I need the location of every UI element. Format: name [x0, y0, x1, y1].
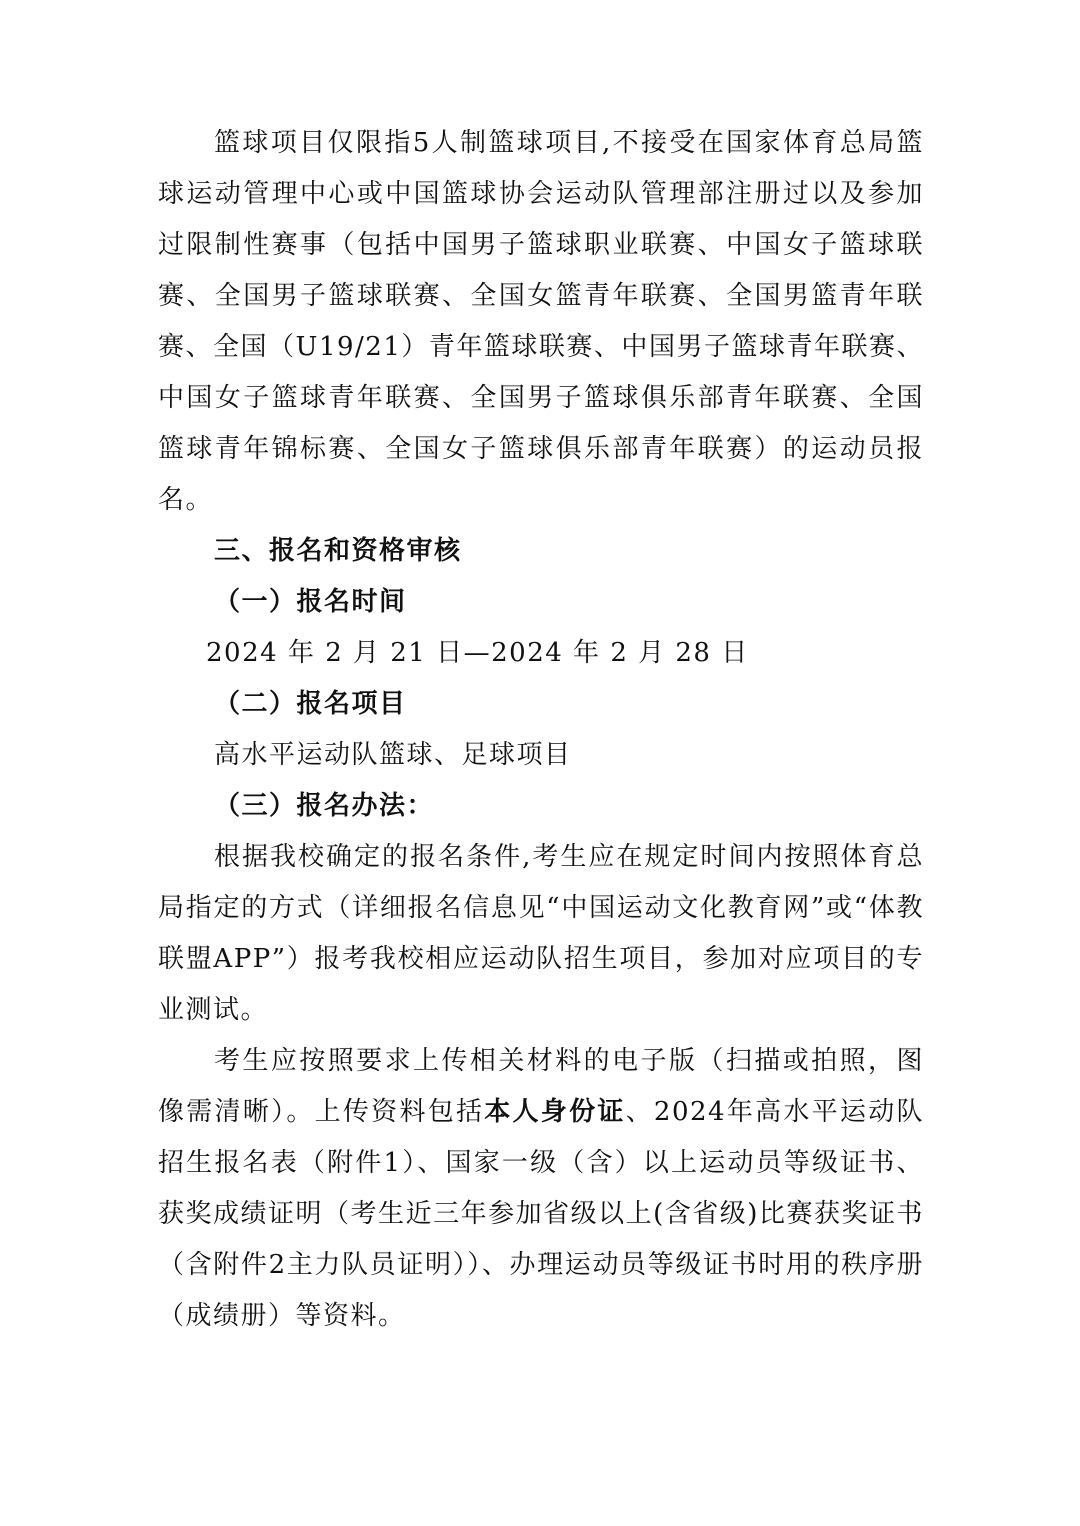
basketball-eligibility-paragraph: 篮球项目仅限指5人制篮球项目,不接受在国家体育总局篮球运动管理中心或中国篮球协会运动队管理部注册过以及参加过限制性赛事（包括中国男子篮球职业联赛、中国女子篮球联赛、全国男子篮球联赛、全国女篮青年联赛、全国男篮青年联赛、全国（U19/21）青年篮球联赛、中国男子篮球青年联赛、中国女子篮球青年联赛、全国男子篮球俱乐部青年联赛、全国篮球青年锦标赛、全国女子篮球俱乐部青年联赛）的运动员报名。	[158, 128, 924, 515]
registration-time-text: 2024 年 2 月 21 日—2024 年 2 月 28 日	[206, 638, 749, 668]
section-heading-registration-review: 三、报名和资格审核	[214, 536, 462, 566]
upload-materials-text-end: 、2024年高水平运动队招生报名表（附件1）、国家一级（含）以上运动员等级证书、获奖成绩证明（考生近三年参加省级以上(含省级)比赛获奖证书（含附件2主力队员证明））、办理运动员等级证书时用的秩序册（成绩册）等资料。	[158, 1097, 924, 1331]
id-card-emphasis: 本人身份证	[484, 1097, 626, 1127]
registration-items-text: 高水平运动队篮球、足球项目	[214, 740, 572, 770]
subheading-registration-time: （一）报名时间	[214, 587, 407, 617]
upload-materials-text-start: 考生应按照要求上传相关材料的电子版（扫描或拍照，图像需清晰）。上传资料包括	[158, 1046, 924, 1127]
registration-method-paragraph: 根据我校确定的报名条件,考生应在规定时间内按照体育总局指定的方式（详细报名信息见“中国运动文化教育网”或“体教联盟APP”）报考我校相应运动队招生项目，参加对应项目的专业测试。	[158, 842, 924, 1025]
subheading-registration-method: （三）报名办法：	[214, 791, 435, 821]
document-body	[158, 118, 924, 1342]
upload-materials-paragraph	[158, 1036, 924, 1342]
subheading-registration-items: （二）报名项目	[214, 689, 407, 719]
